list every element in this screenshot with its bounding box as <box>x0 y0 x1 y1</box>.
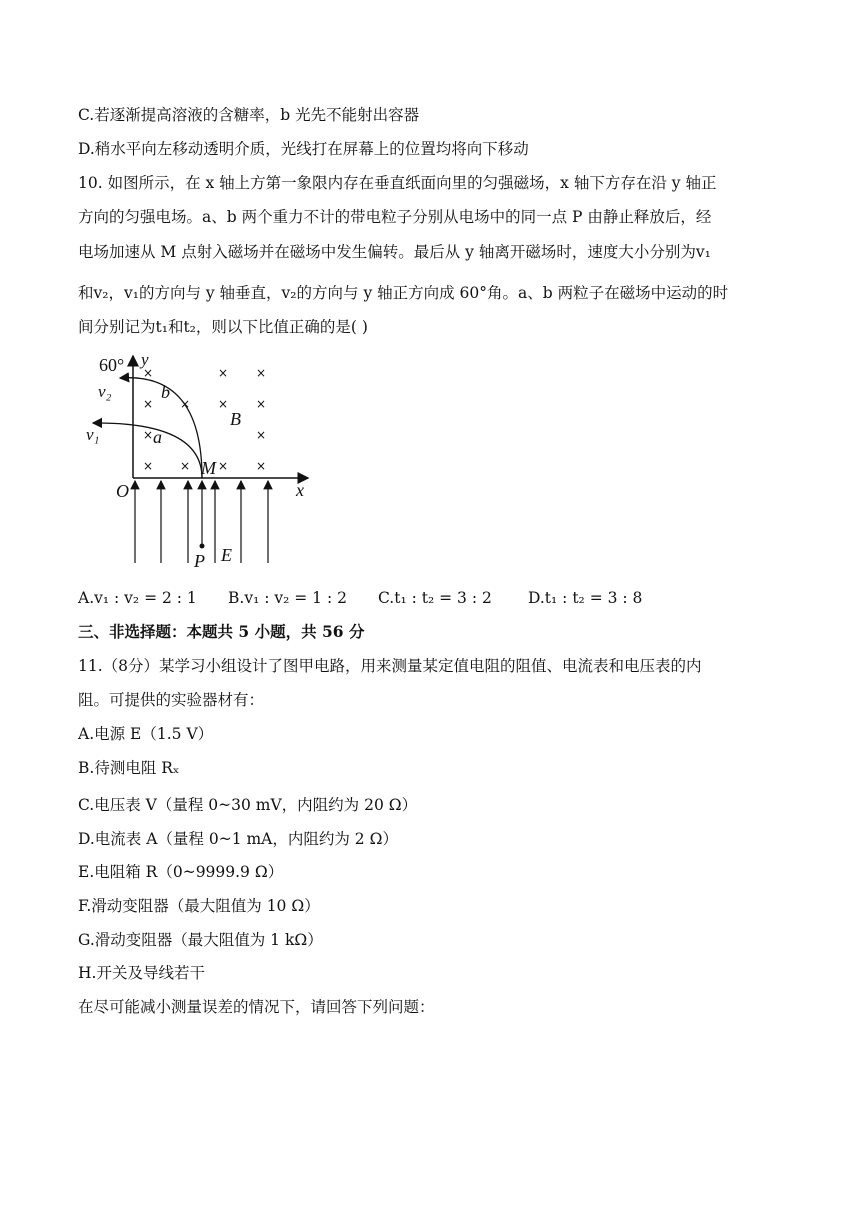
point-p-dot <box>200 544 205 549</box>
field-cross: × <box>142 366 154 380</box>
field-cross: × <box>255 366 267 380</box>
field-cross: × <box>179 459 191 473</box>
field-cross: × <box>255 397 267 411</box>
q10-line-4: 和v₂，v₁的方向与 y 轴垂直，v₂的方向与 y 轴正方向成 60°角。a、b 两粒子在磁场中运动的时 <box>78 284 729 302</box>
item-f: F.滑动变阻器（最大阻值为 10 Ω） <box>78 897 320 915</box>
a-label: a <box>153 427 162 447</box>
y-axis-label: y <box>141 350 149 369</box>
option-c-text: C.若逐渐提高溶液的含糖率，b 光先不能射出容器 <box>78 106 420 124</box>
e-label: E <box>221 545 232 565</box>
field-cross: × <box>217 397 229 411</box>
q10-line-5: 间分别记为t₁和t₂，则以下比值正确的是( ) <box>78 318 368 336</box>
field-cross: × <box>142 459 154 473</box>
field-cross: × <box>255 459 267 473</box>
field-cross: × <box>179 397 191 411</box>
q11-line-1: 11.（8分）某学习小组设计了图甲电路，用来测量某定值电阻的阻值、电流表和电压表的内 <box>78 657 702 675</box>
q10-line-2: 方向的匀强电场。a、b 两个重力不计的带电粒子分别从电场中的同一点 P 由静止释放后，经 <box>78 208 712 226</box>
item-d: D.电流表 A（量程 0~1 mA，内阻约为 2 Ω） <box>78 830 398 848</box>
v1-label: v₁ <box>86 425 100 444</box>
field-cross: × <box>255 428 267 442</box>
field-cross: × <box>142 428 154 442</box>
p-label: P <box>194 551 205 571</box>
x-axis-label: x <box>296 480 304 500</box>
item-g: G.滑动变阻器（最大阻值为 1 kΩ） <box>78 931 323 949</box>
option-c: C.t₁ : t₂ = 3 : 2 <box>378 589 492 607</box>
q10-line-1: 10. 如图所示，在 x 轴上方第一象限内存在垂直纸面向里的匀强磁场，x 轴下方存在沿 y 轴正 <box>78 174 717 192</box>
v2-label: v₂ <box>98 382 112 401</box>
field-cross: × <box>217 459 229 473</box>
item-b: B.待测电阻 Rₓ <box>78 759 180 777</box>
angle-label: 60° <box>99 355 125 375</box>
m-label: M <box>201 458 216 478</box>
option-b: B.v₁ : v₂ = 1 : 2 <box>228 589 347 607</box>
q11-line-2: 阻。可提供的实验器材有： <box>78 691 265 709</box>
item-c: C.电压表 V（量程 0~30 mV，内阻约为 20 Ω） <box>78 796 418 814</box>
item-a: A.电源 E（1.5 V） <box>78 725 214 743</box>
origin-label: O <box>116 481 129 501</box>
q10-line-3: 电场加速从 M 点射入磁场并在磁场中发生偏转。最后从 y 轴离开磁场时，速度大小分别为v₁ <box>78 243 711 261</box>
field-b-label: B <box>230 409 241 429</box>
item-e: E.电阻箱 R（0~9999.9 Ω） <box>78 863 284 881</box>
field-cross: × <box>217 366 229 380</box>
closing-line: 在尽可能减小测量误差的情况下，请回答下列问题： <box>78 998 435 1016</box>
option-d: D.t₁ : t₂ = 3 : 8 <box>528 589 643 607</box>
b-label: b <box>161 382 170 402</box>
option-d-text: D.稍水平向左移动透明介质，光线打在屏幕上的位置均将向下移动 <box>78 140 529 158</box>
field-cross: × <box>142 397 154 411</box>
item-h: H.开关及导线若干 <box>78 964 205 982</box>
magnetic-field-diagram <box>78 348 318 578</box>
option-a: A.v₁ : v₂ = 2 : 1 <box>78 589 197 607</box>
section-3-heading: 三、非选择题：本题共 5 小题，共 56 分 <box>78 622 365 641</box>
